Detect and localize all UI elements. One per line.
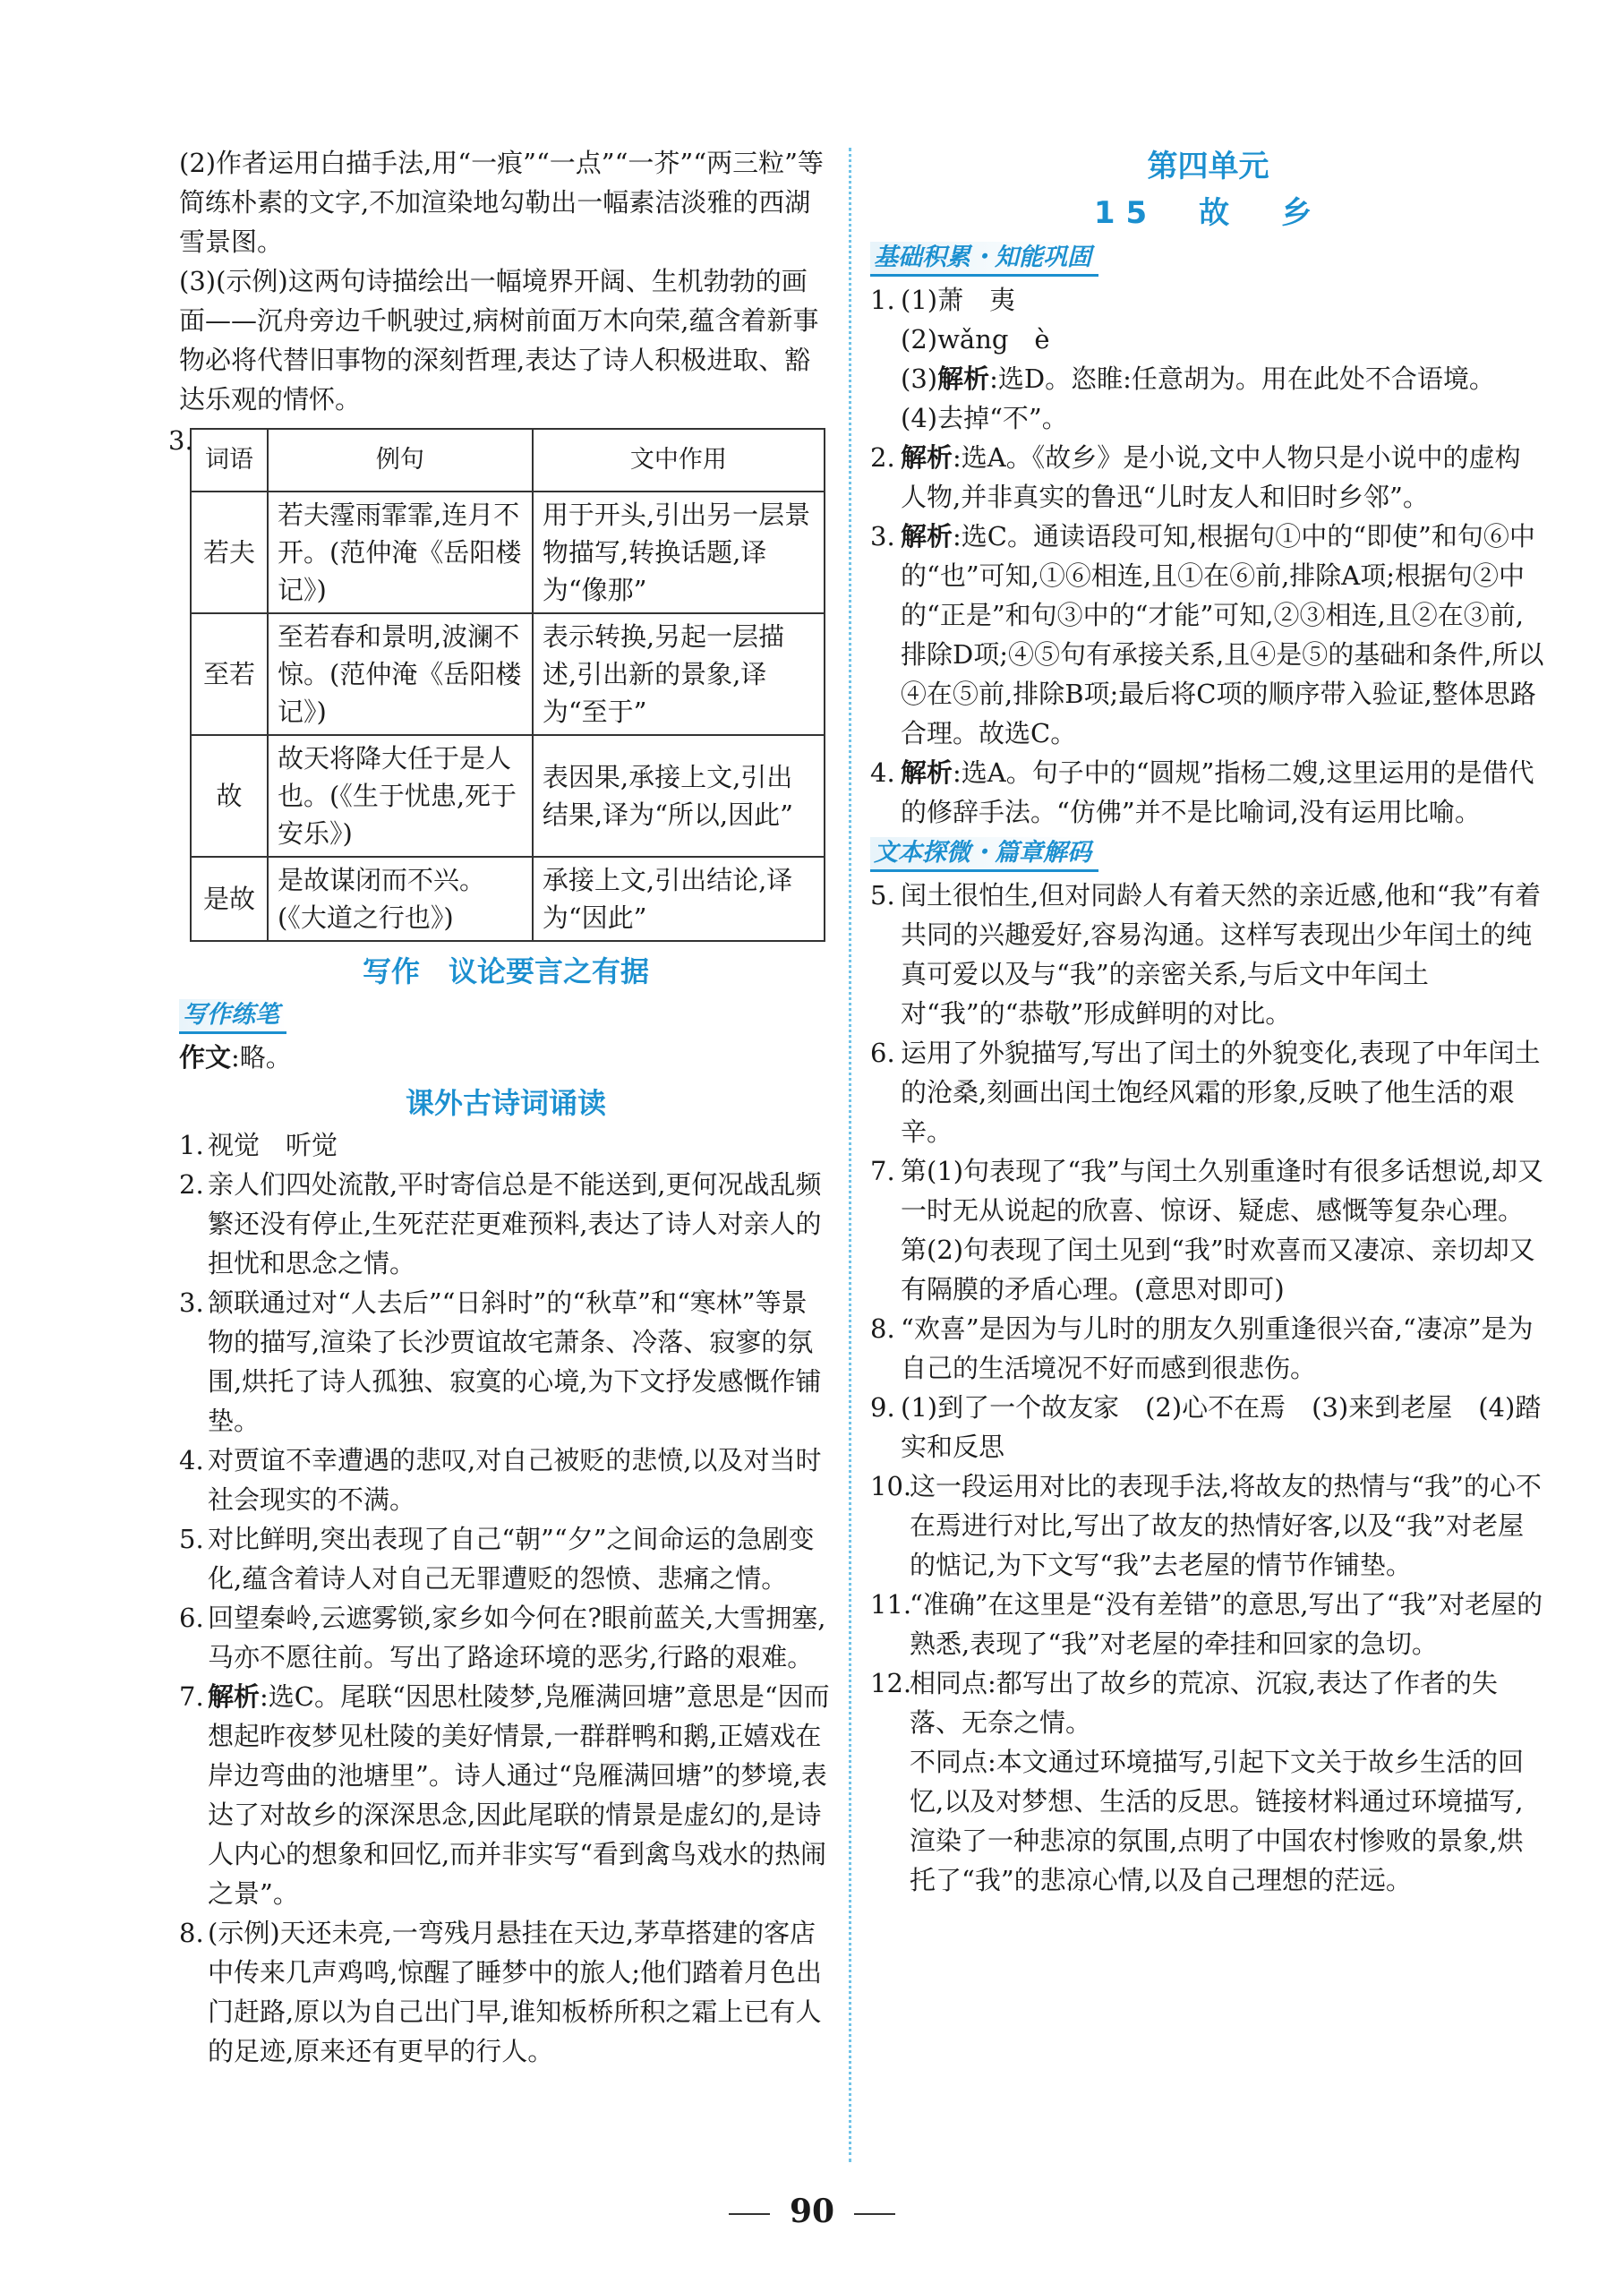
item-number: 2. [179, 1169, 204, 1200]
analysis-keyword: 解析 [901, 757, 953, 788]
table-cell-example: 至若春和景明,波澜不惊。(范仲淹《岳阳楼记》) [268, 613, 533, 735]
writing-answer [179, 1038, 833, 1077]
table-cell-role: 表因果,承接上文,引出结果,译为“所以,因此” [533, 735, 825, 857]
table-row [191, 492, 825, 613]
item-number: 10. [870, 1471, 912, 1501]
table-cell-example: 是故谋闭而不兴。(《大道之行也》) [268, 857, 533, 941]
answer-paragraph-2: (2)作者运用白描手法,用“一痕”“一点”“一芥”“两三粒”等简练朴素的文字,不加渲染地勾勒出一幅素洁淡雅的西湖雪景图。 [179, 148, 824, 257]
table-header-example: 例句 [268, 429, 533, 492]
analysis-keyword: 解析 [901, 442, 953, 473]
list-item [870, 1466, 1546, 1585]
item-text: 相同点:都写出了故乡的荒凉、沉寂,表达了作者的失落、无奈之情。 [910, 1668, 1498, 1738]
item-number: 6. [179, 1603, 204, 1633]
item-text: 对贾谊不幸遭遇的悲叹,对自己被贬的悲愤,以及对当时社会现实的不满。 [208, 1445, 822, 1515]
item-number: 12. [870, 1668, 912, 1698]
item-text: 闰土很怕生,但对同龄人有着天然的亲近感,他和“我”有着共同的兴趣爱好,容易沟通。这样写表现出少年闰土的纯真可爱以及与“我”的亲密关系,与后文中年闰土对“我”的“恭敬”形成鲜明的对比。 [901, 880, 1542, 1029]
column-divider [849, 148, 851, 2162]
right-column [870, 143, 1546, 1900]
list-item [870, 517, 1546, 753]
writing-practice-label: 写作练笔 [179, 999, 286, 1034]
section-label-text-analysis: 文本探微・篇章解码 [870, 837, 1098, 872]
list-item [870, 753, 1546, 832]
list-item [870, 1388, 1546, 1466]
item-text: 视觉 听觉 [208, 1130, 338, 1160]
analysis-keyword: 解析 [208, 1681, 261, 1712]
table-cell-example: 若夫霪雨霏霏,连月不开。(范仲淹《岳阳楼记》) [268, 492, 533, 613]
item-number: 7. [870, 1156, 895, 1186]
table-cell-word: 至若 [191, 613, 268, 735]
page-number-dash-right [854, 2213, 895, 2215]
table-question-number: 3. [168, 425, 193, 456]
word-table-block [168, 425, 833, 942]
list-item [870, 1663, 1546, 1900]
item-number: 5. [870, 880, 895, 911]
item-text: “准确”在这里是“没有差错”的意思,写出了“我”对老屋的熟悉,表现了“我”对老屋的牵挂和回家的急切。 [910, 1589, 1543, 1659]
item-text: :选A。《故乡》是小说,文中人物只是小说中的虚构人物,并非真实的鲁迅“儿时友人和旧时乡邻”。 [901, 442, 1521, 512]
table-header-role: 文中作用 [533, 429, 825, 492]
sub-answer-4: (4)去掉“不”。 [901, 403, 1068, 433]
item-text: (1)到了一个故友家 (2)心不在焉 (3)来到老屋 (4)踏实和反思 [901, 1392, 1542, 1462]
table-cell-role: 表示转换,另起一层描述,引出新的景象,译为“至于” [533, 613, 825, 735]
item-number: 3. [870, 521, 895, 552]
table-row [191, 613, 825, 735]
list-item [179, 1677, 833, 1913]
item-text: 回望秦岭,云遮雾锁,家乡如今何在?眼前蓝关,大雪拥塞,马亦不愿往前。写出了路途环境的恶劣,行路的艰难。 [208, 1603, 826, 1672]
item-number: 11. [870, 1589, 912, 1620]
item-number: 8. [179, 1918, 204, 1948]
item-text: “欢喜”是因为与儿时的朋友久别重逢很兴奋,“凄凉”是为自己的生活境况不好而感到很悲伤。 [901, 1313, 1534, 1383]
item-text: 对比鲜明,突出表现了自己“朝”“夕”之间命运的急剧变化,蕴含着诗人对自己无罪遭贬的怨愤、悲痛之情。 [208, 1524, 815, 1594]
writing-heading: 写作 议论要言之有据 [362, 954, 649, 988]
item-number: 1. [179, 1130, 204, 1160]
table-cell-role: 承接上文,引出结论,译为“因此” [533, 857, 825, 941]
table-cell-word: 故 [191, 735, 268, 857]
item-text: :选A。句子中的“圆规”指杨二嫂,这里运用的是借代的修辞手法。“仿佛”并不是比喻词,没有运用比喻。 [901, 757, 1534, 827]
writing-answer-text: :略。 [231, 1042, 292, 1073]
item-number: 4. [870, 757, 895, 788]
item-number: 3. [179, 1287, 204, 1318]
table-header-row [191, 429, 825, 492]
list-item [870, 438, 1546, 517]
item-text: 运用了外貌描写,写出了闰土的外貌变化,表现了中年闰土的沧桑,刻画出闰土饱经风霜的形象,反映了他生活的艰辛。 [901, 1038, 1541, 1147]
list-item [179, 1519, 833, 1598]
table-row [191, 735, 825, 857]
item-number: 7. [179, 1681, 204, 1712]
list-item [179, 1598, 833, 1677]
poem-heading: 课外古诗词诵读 [405, 1086, 606, 1120]
item-number: 2. [870, 442, 895, 473]
page-number-value: 90 [789, 2193, 835, 2230]
analysis-keyword: 解析 [937, 363, 990, 394]
lesson-title: 15 故 乡 [1093, 195, 1323, 231]
item-text-difference: 不同点:本文通过环境描写,引起下文关于故乡生活的回忆,以及对梦想、生活的反思。链接材料通过环境描写,渲染了一种悲凉的氛围,点明了中国农村惨败的景象,烘托了“我”的悲凉心情,以及自己理想的茫远。 [910, 1747, 1524, 1895]
list-item [870, 1585, 1546, 1663]
list-item [179, 1283, 833, 1441]
item-number: 5. [179, 1524, 204, 1554]
list-item [179, 1125, 833, 1165]
sub-answer-1: (1)萧 夷 [901, 285, 1016, 315]
analysis-keyword: 解析 [901, 521, 953, 552]
item-number: 8. [870, 1313, 895, 1344]
writing-answer-keyword: 作文 [179, 1042, 232, 1073]
section-label-basics: 基础积累・知能巩固 [870, 242, 1098, 277]
item-number: 6. [870, 1038, 895, 1068]
list-item [179, 1441, 833, 1519]
item-text: (示例)天还未亮,一弯残月悬挂在天边,茅草搭建的客店中传来几声鸡鸣,惊醒了睡梦中的旅人;他们踏着月色出门赶路,原以为自己出门早,谁知板桥所积之霜上已有人的足迹,原来还有更早的行人。 [208, 1918, 822, 2066]
item-text: 亲人们四处流散,平时寄信总是不能送到,更何况战乱频繁还没有停止,生死茫茫更难预料,表达了诗人对亲人的担忧和思念之情。 [208, 1169, 822, 1278]
item-text: 这一段运用对比的表现手法,将故友的热情与“我”的心不在焉进行对比,写出了故友的热情好客,以及“我”对老屋的惦记,为下文写“我”去老屋的情节作铺垫。 [910, 1471, 1542, 1580]
left-column [168, 143, 833, 2071]
item-text: 第(1)句表现了“我”与闰土久别重逢时有很多话想说,却又一时无从说起的欣喜、惊讶、疑虑、感慨等复杂心理。第(2)句表现了闰土见到“我”时欢喜而又凄凉、亲切却又有隔膜的矛盾心理。(意思对即可) [901, 1156, 1543, 1304]
item-text: :选D。恣睢:任意胡为。用在此处不合语境。 [989, 363, 1495, 394]
list-item [179, 1913, 833, 2071]
table-cell-example: 故天将降大任于是人也。(《生于忧患,死于安乐》) [268, 735, 533, 857]
table-cell-role: 用于开头,引出另一层景物描写,转换话题,译为“像那” [533, 492, 825, 613]
table-header-word: 词语 [191, 429, 268, 492]
item-number: 4. [179, 1445, 204, 1475]
unit-title: 第四单元 [1147, 149, 1269, 184]
table-cell-word: 若夫 [191, 492, 268, 613]
list-item [179, 1165, 833, 1283]
list-item [870, 1033, 1546, 1151]
list-item [870, 1151, 1546, 1309]
table-cell-word: 是故 [191, 857, 268, 941]
list-item [870, 876, 1546, 1033]
item-text: :选C。尾联“因思杜陵梦,凫雁满回塘”意思是“因而想起昨夜梦见杜陵的美好情景,一群群鸭和鹅,正嬉戏在岸边弯曲的池塘里”。诗人通过“凫雁满回塘”的梦境,表达了对故乡的深深思念,因此尾联的情景是虚幻的,是诗人内心的想象和回忆,而并非实写“看到禽鸟戏水的热闹之景”。 [208, 1681, 830, 1909]
item-number: 1. [870, 285, 895, 315]
item-text: 颔联通过对“人去后”“日斜时”的“秋草”和“寒林”等景物的描写,渲染了长沙贾谊故宅萧条、冷落、寂寥的氛围,烘托了诗人孤独、寂寞的心境,为下文抒发感慨作铺垫。 [208, 1287, 822, 1436]
list-item [870, 280, 1546, 438]
sub-number: (3) [901, 363, 938, 394]
item-text: :选C。通读语段可知,根据句①中的“即使”和句⑥中的“也”可知,①⑥相连,且①在⑥前,排除A项;根据句②中的“正是”和句③中的“才能”可知,②③相连,且②在③前,排除D项;④⑤句有承接关系,且④是⑤的基础和条件,所以④在⑤前,排除B项;最后将C项的顺序带入验证,整体思路合理。故选C。 [901, 521, 1544, 748]
page-number [0, 2185, 1624, 2238]
word-table [190, 428, 825, 942]
item-number: 9. [870, 1392, 895, 1423]
list-item [870, 1309, 1546, 1388]
table-row [191, 857, 825, 941]
page-number-dash-left [729, 2213, 770, 2215]
answer-paragraph-3: (3)(示例)这两句诗描绘出一幅境界开阔、生机勃勃的画面——沉舟旁边千帆驶过,病树前面万木向荣,蕴含着新事物必将代替旧事物的深刻哲理,表达了诗人积极进取、豁达乐观的情怀。 [179, 266, 819, 415]
sub-answer-3 [901, 359, 1546, 398]
sub-answer-2: (2)wǎng è [901, 324, 1050, 355]
